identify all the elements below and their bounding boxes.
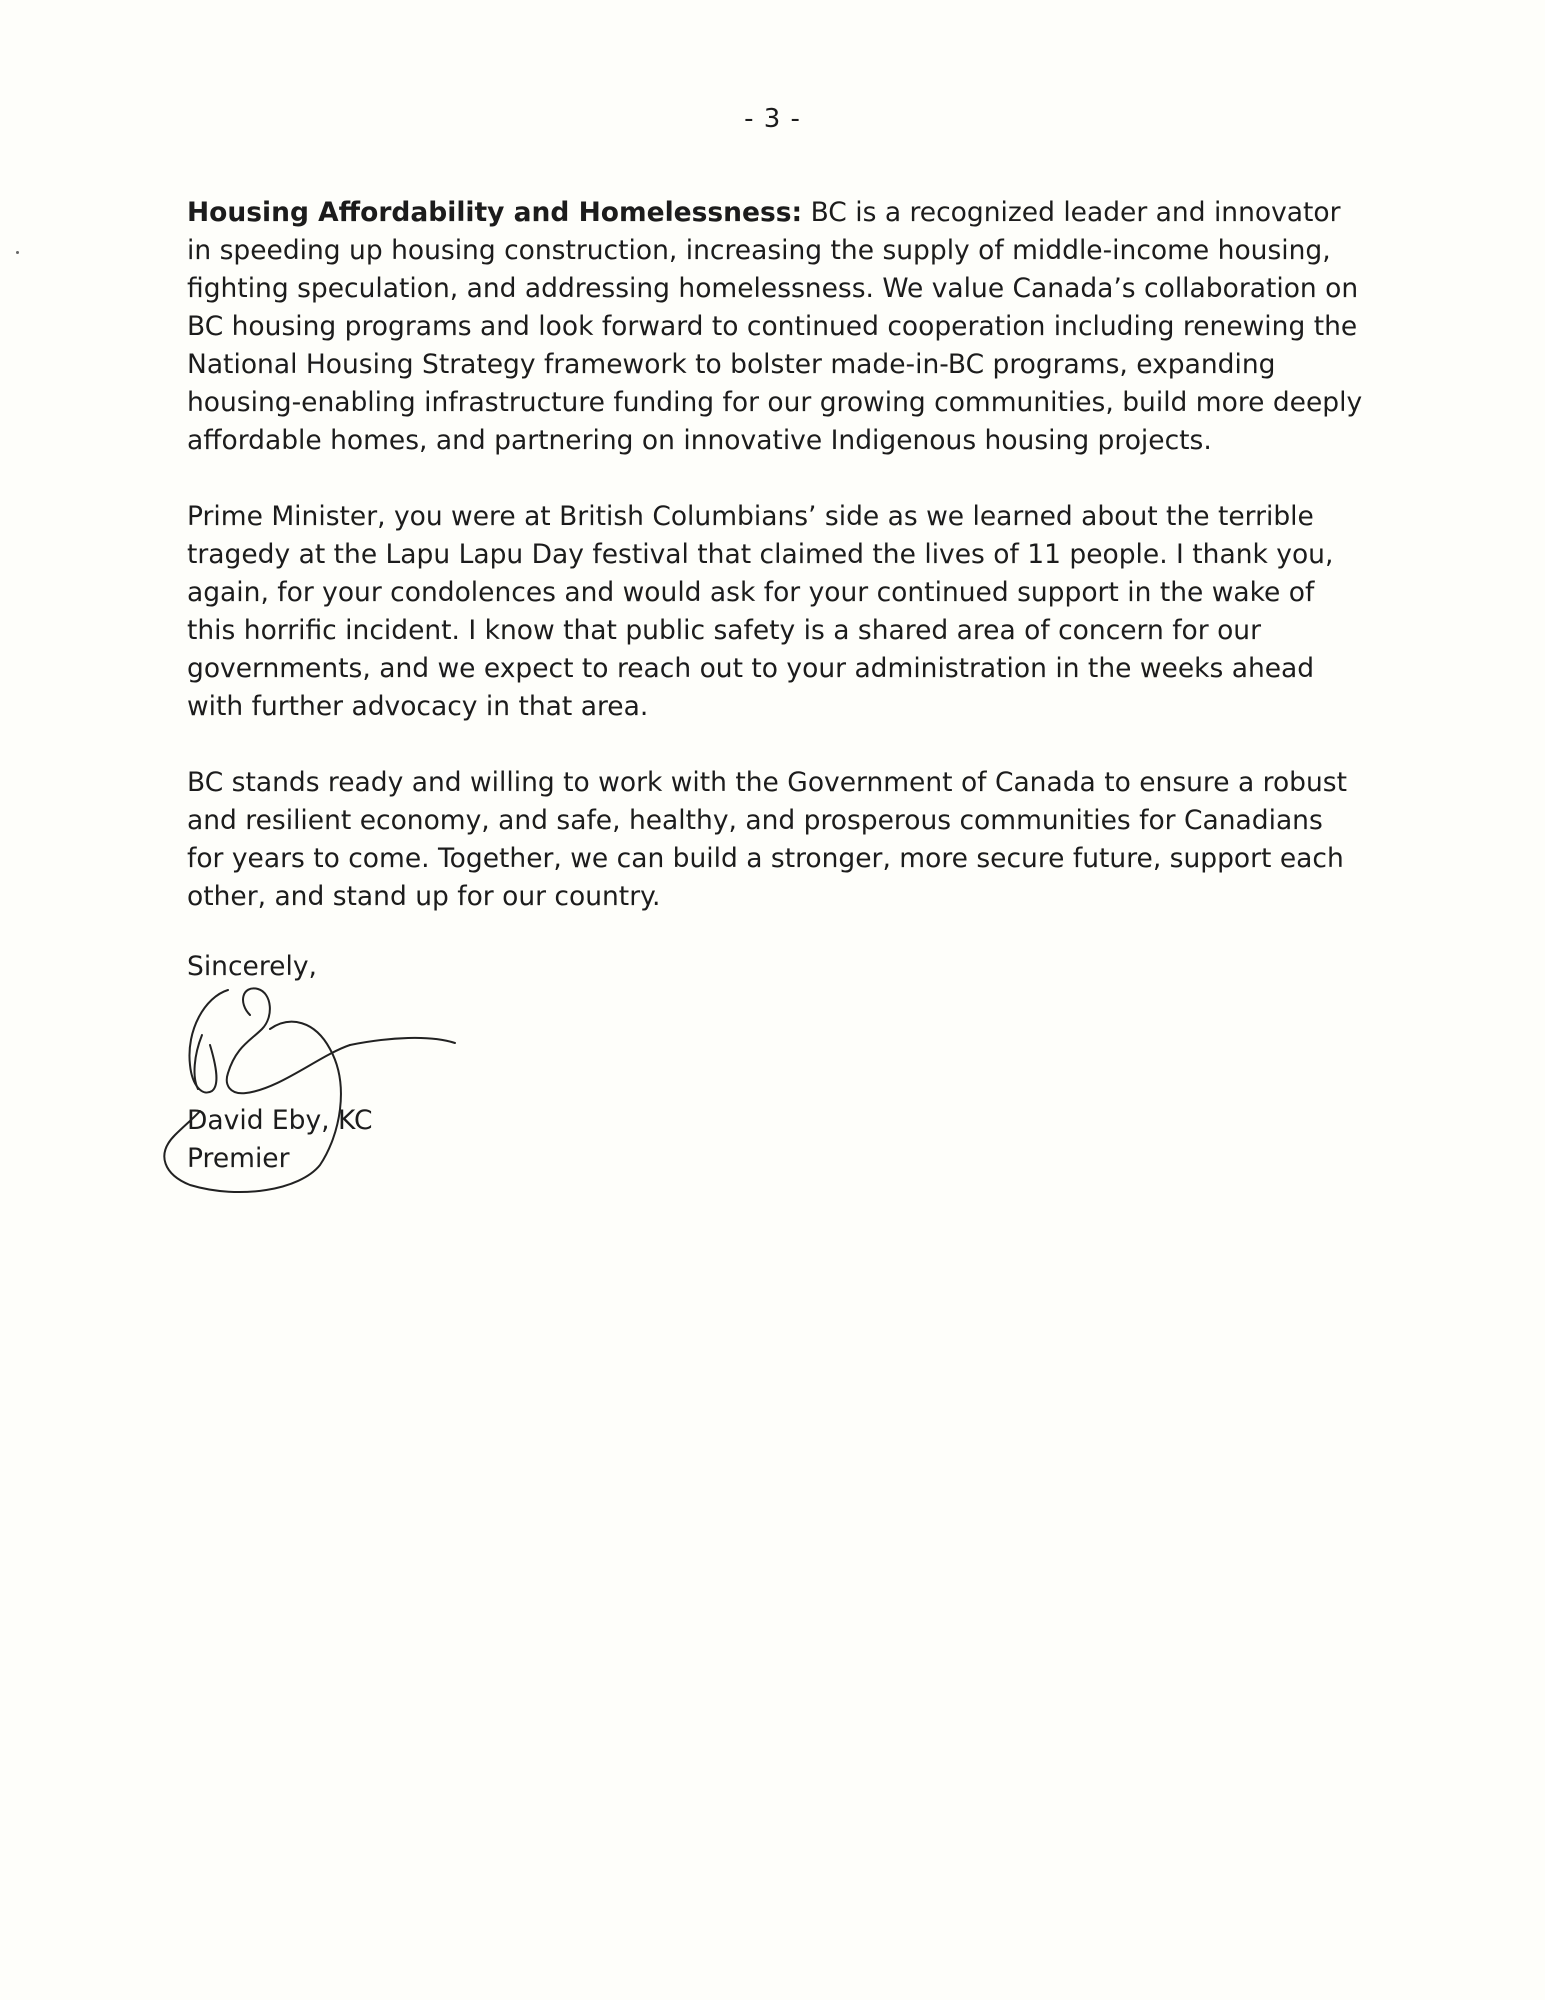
letter-body xyxy=(187,194,1367,954)
paragraph-housing xyxy=(187,194,1367,460)
closing-salutation: Sincerely, xyxy=(187,951,317,982)
paragraph-text: BC stands ready and willing to work with the Government of Canada to ensure a robust and resilient economy, and safe, healthy, and prosperous communities for Canadians for years to come. Together, we can build a stronger, more secure future, support each other, and stand up for our country. xyxy=(187,767,1347,912)
signer-block xyxy=(187,1102,372,1178)
scan-speck xyxy=(16,251,19,254)
paragraph-closing-remarks xyxy=(187,764,1367,916)
paragraph-heading: Housing Affordability and Homelessness: xyxy=(187,197,803,228)
paragraph-text: Prime Minister, you were at British Columbians’ side as we learned about the terrible tragedy at the Lapu Lapu Day festival that claimed the lives of 11 people. I thank you, again, for your condolences and would ask for your continued support in the wake of this horrific incident. I know that public safety is a shared area of concern for our governments, and we expect to reach out to your administration in the weeks ahead with further advocacy in that area. xyxy=(187,501,1334,722)
signer-title: Premier xyxy=(187,1143,290,1174)
signer-name: David Eby, KC xyxy=(187,1105,373,1136)
paragraph-text: BC is a recognized leader and innovator in speeding up housing construction, increasing the supply of middle-income housing, fighting speculation, and addressing homelessness. We value Canada’s collaboration on BC housing programs and look forward to continued cooperation including renewing the National Housing Strategy framework to bolster made-in-BC programs, expanding housing-enabling infrastructure funding for our growing communities, build more deeply affordable homes, and partnering on innovative Indigenous housing projects. xyxy=(187,197,1363,456)
page-number: - 3 - xyxy=(744,104,801,134)
paragraph-public-safety xyxy=(187,498,1367,726)
